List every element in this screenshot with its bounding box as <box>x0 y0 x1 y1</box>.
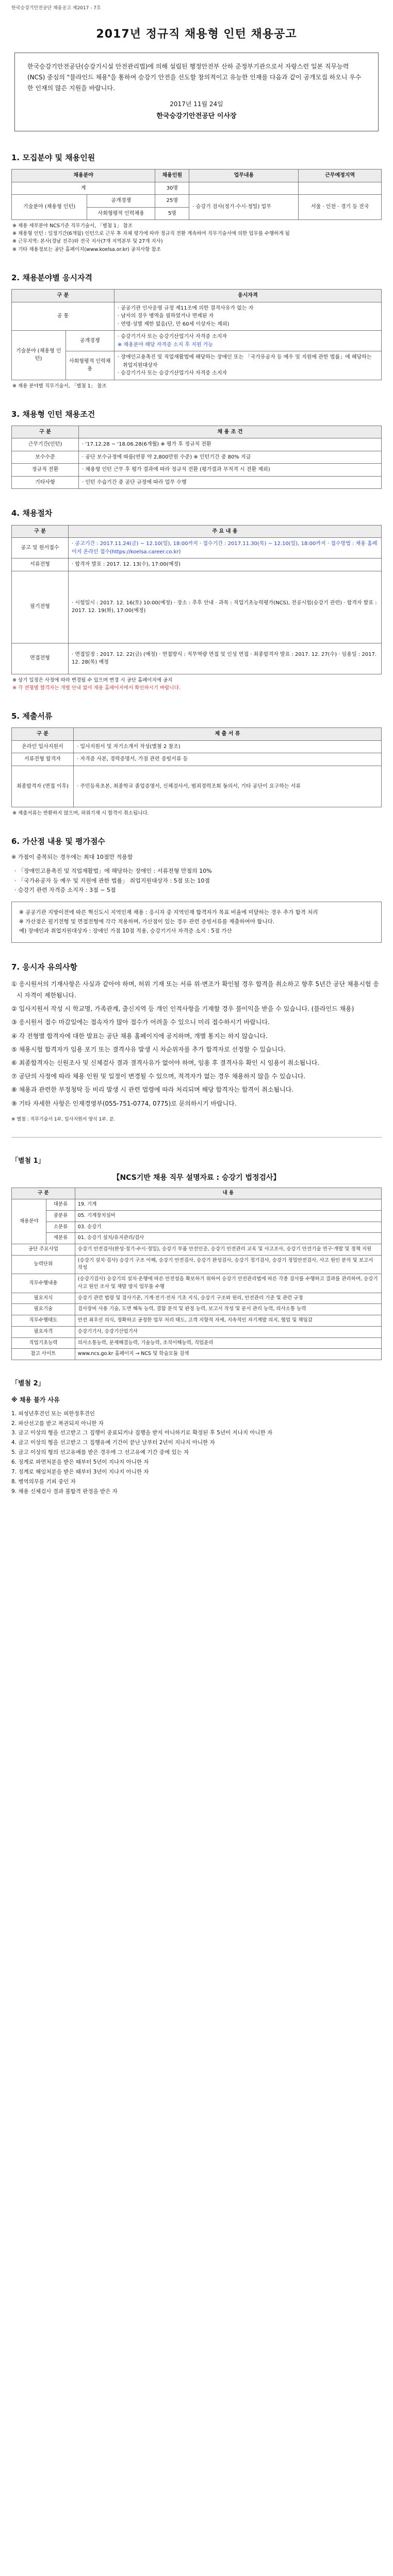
page-title: 2017년 정규직 채용형 인턴 채용공고 <box>96 27 297 41</box>
section-heading: 1. 모집분야 및 채용인원 <box>11 152 95 162</box>
section-heading: 2. 채용분야별 응시자격 <box>11 273 92 282</box>
table-cell: 서류전형 합격자 <box>12 753 74 766</box>
table-cell: 서류전형 <box>12 558 69 571</box>
table-cell: 서울 · 인천 · 경기 등 전국 <box>299 195 382 220</box>
table-cell: 01. 승강기 설치/유지관리/검사 <box>75 1233 381 1244</box>
table-cell: 30명 <box>155 182 189 195</box>
table-row <box>12 753 382 766</box>
table-cell <box>114 351 381 380</box>
list-item: ③ 응시원서 접수 마감일에는 접속자가 많아 접수가 어려울 수 있으니 미리 접수하시기 바랍니다. <box>11 1019 270 1026</box>
disqualification-list <box>11 1409 382 1497</box>
table-cell: · 공고기간 : 2017.11.24(금) ~ 12.10(일), 18:00까지 · 접수기간 : 2017.11.30(목) ~ 12.10(일), 18:00까지 · 접수방법 : 채용 홈페이지 온라인 접수(https://koelsa.career.co.kr) <box>69 538 382 558</box>
table-row <box>12 766 382 807</box>
table-row <box>12 643 382 674</box>
table-cell: 능력단위 <box>12 1255 75 1274</box>
table-cell: 공단 주요사업 <box>12 1244 75 1256</box>
table-cell <box>299 182 382 195</box>
table-row <box>12 331 382 351</box>
table-row <box>12 1315 382 1327</box>
table-cell: · 공단 보수규정에 따름(연봉 약 2,800만원 수준) ※ 인턴기간 중 80% 지급 <box>79 451 382 464</box>
table-row <box>12 558 382 571</box>
table-row <box>12 571 382 643</box>
table-header: 주 요 내 용 <box>69 525 382 538</box>
table-cell: 19. 기계 <box>75 1199 381 1211</box>
section-heading: 5. 제출서류 <box>11 711 53 721</box>
notes <box>12 676 382 692</box>
table-row <box>12 1233 382 1244</box>
list-item: · 「국가유공자 등 예우 및 지원에 관한 법률」 취업지원대상자 : 5점 또는 10점 <box>14 877 210 884</box>
table-cell: 공 통 <box>12 302 114 331</box>
recruit-table <box>11 169 382 220</box>
table-header: 채용인원 <box>155 170 189 182</box>
section-heading: 7. 응시자 유의사항 <box>11 962 78 972</box>
table-cell <box>114 331 381 351</box>
table-header: 구 분 <box>12 426 79 438</box>
table-cell: 직업기초능력 <box>12 1337 75 1349</box>
table-row <box>12 538 382 558</box>
list-item: 9. 채용 신체검사 결과 불합격 판정을 받은 자 <box>11 1488 118 1495</box>
list-item: ⑤ 채용시험 합격자가 임용 포기 또는 결격사유 발생 시 차순위자를 추가 합격자로 선정할 수 있습니다. <box>11 1045 286 1053</box>
table-cell: 기타사항 <box>12 476 79 489</box>
doc-reference: 한국승강기안전공단 채용공고 제2017 - 7호 <box>11 6 101 11</box>
table-cell: 기술분야 (채용형 인턴) <box>12 331 66 380</box>
table-cell: (승강기검사) 승강기의 설치·운행에 따른 안전성을 확보하기 위하여 승강기 안전관리법에 따른 각종 검사를 수행하고 결과를 관리하며, 승강기 사고 원인 조사 및 재발 방지 업무를 수행 <box>75 1274 381 1293</box>
table-cell <box>114 302 381 331</box>
list-item: ④ 각 전형별 합격자에 대한 발표는 공단 채용 홈페이지에 공지하며, 개별 통지는 하지 않습니다. <box>11 1032 268 1040</box>
list-item: 3. 금고 이상의 형을 선고받고 그 집행이 종료되거나 집행을 받지 아니하기로 확정된 후 5년이 지나지 아니한 자 <box>11 1430 273 1436</box>
note-line: ※ 각 전형별 합격자는 개별 안내 없이 채용 홈페이지에서 확인하시기 바랍니다. <box>12 685 181 691</box>
table-header: 구 분 <box>12 525 69 538</box>
table-cell: · 채용형 인턴 근무 후 평가 결과에 따라 정규직 전환 (평가결과 부적격 시 전환 제외) <box>79 464 382 477</box>
table-cell <box>189 182 299 195</box>
table-cell: 의사소통능력, 문제해결능력, 기술능력, 조직이해능력, 직업윤리 <box>75 1337 381 1349</box>
list-item: ⑧ 채용과 관련한 부정청탁 등 비리 발생 시 관련 법령에 따라 처리되며 해당 합격자는 합격이 취소됩니다. <box>11 1086 294 1094</box>
list-item: 4. 금고 이상의 형을 선고받고 그 집행유예 기간이 끝난 날부터 2년이 지나지 아니한 자 <box>11 1439 215 1446</box>
note-line: ※ 근무지역: 본사(경남 진주)와 전국 지사(7개 지역본부 및 27개 지사) <box>12 239 163 245</box>
attachment-heading: 「별첨 2」 <box>11 1379 45 1387</box>
table-cell: 정규직 전환 <box>12 464 79 477</box>
bonus-box: ※ 공공기관 지방이전에 따른 혁신도시 지역인재 채용 : 응시자 중 지역인재 합격자가 목표 비율에 미달하는 경우 추가 합격 처리 ※ 가산점은 필기전형 및 면접전형에 각각 적용하며, 가산점이 있는 경우 관련 증빙서류를 제출하여야 합니다. 예) 장애인과 취업지원대상자 : 장애인 가점 10점 적용, 승강기기사 자격증 소지 : 5점 가산 <box>11 902 382 943</box>
table-row <box>12 1199 382 1211</box>
attachment-heading: 「별첨 1」 <box>11 1157 45 1165</box>
note-line: ※ 제출서류는 반환하지 않으며, 허위기재 시 합격이 취소됩니다. <box>12 810 149 816</box>
table-cell: 참고 사이트 <box>12 1349 75 1360</box>
table-header: 근무예정지역 <box>299 170 382 182</box>
list-item: 8. 병역의무를 기피 중인 자 <box>11 1478 76 1485</box>
job-description-table <box>11 1188 382 1360</box>
bonus-intro: ※ 가점이 중복되는 경우에는 최대 10점만 적용함 <box>11 854 133 861</box>
table-row <box>12 438 382 451</box>
table-cell: · 시험일시 : 2017. 12. 16(토) 10:00(예정) · 장소 : 추후 안내 · 과목 : 직업기초능력평가(NCS), 전공시험(승강기 관련) · 합격자 발표 : 2017. 12. 19(화), 17:00(예정) <box>69 571 382 643</box>
table-cell: · 주민등록초본, 최종학교 졸업증명서, 신체검사서, 범죄경력조회 동의서, 기타 공단이 요구하는 서류 <box>74 766 382 807</box>
table-cell: 직무수행태도 <box>12 1315 75 1327</box>
table-cell: 기술분야 (채용형 인턴) <box>12 195 87 220</box>
intro-text: 한국승강기안전공단(승강기시설 안전관리법)에 의해 설립된 행정안전부 산하 준정부기관으로서 자랑스런 일본 직무능력(NCS) 중심의 "블라인드 채용"을 통하여 승강기 안전을 선도할 창의적이고 유능한 인재를 다음과 같이 공개모집 하오니 우수한 인재의 많은 지원을 바랍니다. <box>27 63 362 92</box>
section-heading: 6. 가산점 내용 및 평가점수 <box>11 837 105 846</box>
table-row <box>12 1255 382 1274</box>
table-cell: 필기전형 <box>12 571 69 643</box>
intro-date: 2017년 11월 24일 <box>170 100 223 108</box>
table-cell: 소분류 <box>46 1222 75 1233</box>
note-line: ※ 상기 일정은 사정에 따라 변경될 수 있으며 변경 시 공단 홈페이지에 공지 <box>12 677 173 683</box>
note-line: ※ 채용 분야별 직무기술서, 「별첨 1」 참조 <box>12 383 107 389</box>
table-cell: 필요자격 <box>12 1326 75 1337</box>
table-row <box>12 1349 382 1360</box>
table-header: 응시자격 <box>114 290 381 302</box>
table-header: 채용분야 <box>12 170 155 182</box>
list-item: ② 입사지원서 작성 시 학교명, 가족관계, 출신지역 등 개인 인적사항을 기재할 경우 불이익을 받을 수 있습니다. (블라인드 채용) <box>11 1005 354 1013</box>
notes <box>12 222 382 253</box>
table-cell: 중분류 <box>46 1210 75 1222</box>
attachment-note: ※ 별첨 : 직무기술서 1부, 입사지원서 양식 1부. 끝. <box>11 1116 116 1122</box>
list-item: 7. 징계로 해임처분을 받은 때부터 3년이 지나지 아니한 자 <box>11 1469 149 1476</box>
table-header: 업무내용 <box>189 170 299 182</box>
table-cell: · 합격자 발표 : 2017. 12. 13(수), 17:00(예정) <box>69 558 382 571</box>
section-heading: 4. 채용절차 <box>11 509 53 518</box>
table-cell: 사회형평적 인력채용 <box>87 207 155 220</box>
table-cell: 승강기 관련 법령 및 검사기준, 기계·전기·전자 기초 지식, 승강기 구조와 원리, 안전관리 기준 및 관련 규정 <box>75 1293 381 1304</box>
list-item: · 연령·성별 제한 없음(단, 만 60세 이상자는 제외) <box>117 321 230 327</box>
table-cell: 검사장비 사용 기술, 도면 해독 능력, 결함 분석 및 판정 능력, 보고서 작성 및 문서 관리 능력, 의사소통 능력 <box>75 1304 381 1315</box>
bonus-list <box>14 867 382 895</box>
table-row <box>12 740 382 753</box>
notice-list <box>11 978 382 1109</box>
table-row <box>12 1304 382 1315</box>
list-item: · 승강기기사 또는 승강기산업기사 자격증 소지자 <box>117 334 227 340</box>
table-row <box>12 464 382 477</box>
table-cell: 25명 <box>155 195 189 208</box>
qualification-table <box>11 289 382 380</box>
table-cell: 안전 최우선 의식, 정확하고 공정한 업무 처리 태도, 고객 지향적 자세, 지속적인 자기계발 의지, 협업 및 책임감 <box>75 1315 381 1327</box>
table-header: 제 출 서 류 <box>74 728 382 741</box>
table-cell: www.ncs.go.kr 홈페이지 → NCS 및 학습모듈 검색 <box>75 1349 381 1360</box>
process-table <box>11 525 382 674</box>
table-cell: 승강기 안전검사(완성·정기·수시·정밀), 승강기 부품 안전인증, 승강기 안전관리 교육 및 사고조사, 승강기 안전기술 연구·개발 및 정책 지원 <box>75 1244 381 1256</box>
table-cell: 보수수준 <box>12 451 79 464</box>
table-row <box>12 302 382 331</box>
list-item: ① 응시원서의 기재사항은 사실과 같아야 하며, 허위 기재 또는 서류 위·변조가 확인될 경우 합격을 취소하고 향후 5년간 공단 채용시험 응시 자격이 제한됩니다. <box>11 980 379 999</box>
table-row <box>12 182 382 195</box>
list-item: 1. 피성년후견인 또는 피한정후견인 <box>11 1410 95 1417</box>
table-cell: 세분류 <box>46 1233 75 1244</box>
list-item: ⑦ 공단의 사정에 따라 채용 인원 및 일정이 변경될 수 있으며, 적격자가 없는 경우 채용하지 않을 수 있습니다. <box>11 1073 306 1080</box>
documents-table <box>11 727 382 807</box>
table-cell: 05. 기계장치설비 <box>75 1210 381 1222</box>
list-item: 2. 파산선고를 받고 복권되지 아니한 자 <box>11 1420 104 1427</box>
table-cell: 필요지식 <box>12 1293 75 1304</box>
list-item: · 남자의 경우 병역을 필하였거나 면제된 자 <box>117 313 214 319</box>
list-item: · 장애인고용촉진 및 직업재활법에 해당하는 장애인 또는 「국가유공자 등 예우 및 지원에 관한 법률」에 해당하는 취업지원대상자 <box>117 354 372 368</box>
table-row <box>12 1293 382 1304</box>
table-row <box>12 1274 382 1293</box>
job-description-title: 【NCS기반 채용 직무 설명자료 : 승강기 법정검사】 <box>112 1173 281 1182</box>
table-cell: 공고 및 원서접수 <box>12 538 69 558</box>
table-cell: 03. 승강기 <box>75 1222 381 1233</box>
divider <box>11 1137 382 1138</box>
list-item: ⑥ 최종합격자는 신원조사 및 신체검사 결과 결격사유가 없어야 하며, 임용 후 결격사유 확인 시 임용이 취소됩니다. <box>11 1059 320 1066</box>
intro-signature: 한국승강기안전공단 이사장 <box>156 112 237 121</box>
table-cell: · 면접일정 : 2017. 12. 22(금) (예정) · 면접방식 : 직무역량 면접 및 인성 면접 · 최종합격자 발표 : 2017. 12. 27(수) · 임용일 : 2017. 12. 28(목) 예정 <box>69 643 382 674</box>
list-item: 6. 징계로 파면처분을 받은 때부터 5년이 지나지 아니한 자 <box>11 1459 149 1466</box>
table-cell: 면접전형 <box>12 643 69 674</box>
list-item: · 승강기기사 또는 승강기산업기사 자격증 소지자 <box>117 370 227 377</box>
table-cell: · 승강기 검사(정기·수시·정밀) 업무 <box>189 195 299 220</box>
table-header: 구 분 <box>12 1188 75 1199</box>
table-header: 내 용 <box>75 1188 381 1199</box>
table-row <box>12 195 382 208</box>
table-row <box>12 351 382 380</box>
note-line: ※ 채용 세부분야 NCS기준 직무기술서, 「별첨 1」 참조 <box>12 223 133 229</box>
table-cell: 채용분야 <box>12 1199 46 1244</box>
section-heading: 3. 채용형 인턴 채용조건 <box>11 409 95 419</box>
table-row <box>12 1326 382 1337</box>
table-row <box>12 1244 382 1256</box>
table-header: 구 분 <box>12 290 114 302</box>
table-row <box>12 1337 382 1349</box>
table-cell: 근무기간(인턴) <box>12 438 79 451</box>
table-cell: 공개경쟁 <box>87 195 155 208</box>
table-cell: · 자격증 사본, 경력증명서, 가점 관련 증빙서류 등 <box>74 753 382 766</box>
table-cell: · 입사지원서 및 자기소개서 작성(별첨 2 참조) <box>74 740 382 753</box>
table-cell: 계 <box>12 182 155 195</box>
table-cell: 온라인 입사지원서 <box>12 740 74 753</box>
table-cell: · '17.12.28 ~ '18.06.28(6개월) ※ 평가 후 정규직 전환 <box>79 438 382 451</box>
table-row <box>12 451 382 464</box>
table-header: 채 용 조 건 <box>79 426 382 438</box>
list-item: 5. 금고 이상의 형의 선고유예를 받은 경우에 그 선고유예 기간 중에 있는 자 <box>11 1449 189 1456</box>
table-cell: 공개경쟁 <box>66 331 114 351</box>
note-line: ※ 기타 채용정보는 공단 홈페이지(www.koelsa.or.kr) 공지사항 참조 <box>12 246 161 252</box>
list-item: · 「장애인고용촉진 및 직업재활법」에 해당하는 장애인 : 서류전형 만점의 10% <box>14 867 212 874</box>
conditions-table <box>11 426 382 489</box>
intro-box <box>14 53 379 131</box>
table-cell: 승강기기사, 승강기산업기사 <box>75 1326 381 1337</box>
table-cell: 필요기술 <box>12 1304 75 1315</box>
table-cell: 최종합격자 (면접 이후) <box>12 766 74 807</box>
table-header: 구 분 <box>12 728 74 741</box>
note-line: ※ 채용형 인턴 : 일정기간(6개월) 인턴으로 근무 후 자체 평가에 따라 정규직 전환 계속하여 직무기술서에 의한 업무를 수행하게 됨 <box>12 231 290 237</box>
table-cell: 5명 <box>155 207 189 220</box>
list-item: ※ 채용분야 해당 자격증 소지 후 지원 가능 <box>117 342 214 348</box>
table-cell: · 인턴 수습기간 중 공단 규정에 따라 업무 수행 <box>79 476 382 489</box>
table-row <box>12 476 382 489</box>
table-cell: (승강기 설치·검사) 승강기 구조 이해, 승강기 안전검사, 승강기 완성검사, 승강기 정기검사, 승강기 정밀안전검사, 사고 원인 분석 및 보고서 작성 <box>75 1255 381 1274</box>
table-cell: 사회형평적 인력채용 <box>66 351 114 380</box>
table-row <box>12 1222 382 1233</box>
table-cell: 직무수행내용 <box>12 1274 75 1293</box>
list-item: · 공공기관 인사운영 규정 제11조에 의한 결격사유가 없는 자 <box>117 305 254 311</box>
list-item: ⑨ 기타 자세한 사항은 인재경영부(055-751-0774, 0775)로 문의하시기 바랍니다. <box>11 1099 237 1107</box>
table-row <box>12 1210 382 1222</box>
list-item: · 승강기 관련 자격증 소지자 : 3점 ~ 5점 <box>14 887 116 894</box>
table-cell: 대분류 <box>46 1199 75 1211</box>
disqualification-title: ※ 채용 불가 사유 <box>11 1396 60 1404</box>
